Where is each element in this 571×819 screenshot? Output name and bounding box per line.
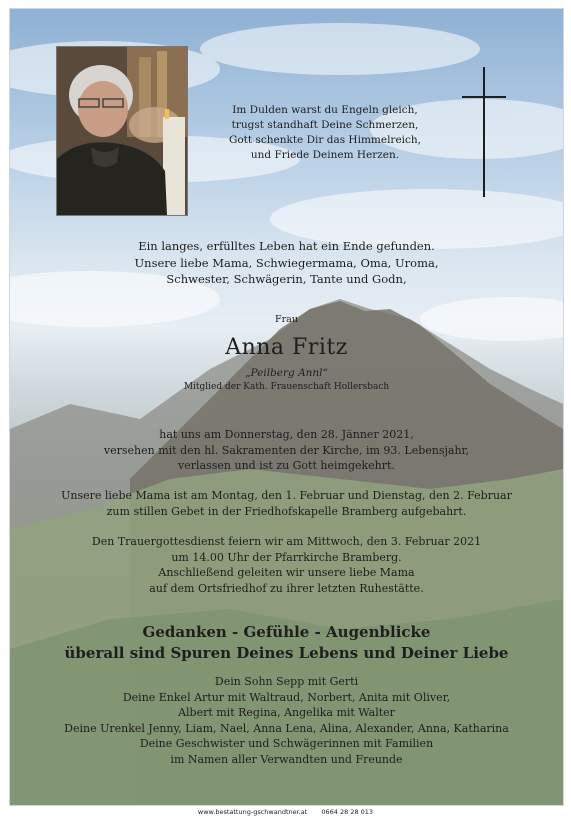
footer-website[interactable]: www.bestattung-gschwandtner.at (197, 808, 308, 816)
verse (210, 103, 440, 163)
service-notice-line: auf dem Ortsfriedhof zu ihrer letzten Ruhestätte. (149, 581, 424, 595)
obituary-card (9, 8, 564, 806)
prayer-notice-line: zum stillen Gebet in der Friedhofskapelle Bramberg aufgebahrt. (106, 504, 467, 518)
service-notice-line: um 14.00 Uhr der Pfarrkirche Bramberg. (171, 550, 402, 564)
death-notice-line: hat uns am Donnerstag, den 28. Jänner 2021, (159, 428, 414, 441)
intro-text (10, 238, 563, 288)
mourner-line: Dein Sohn Sepp mit Gerti (214, 675, 359, 688)
headline-line: Gedanken - Gefühle - Augenblicke (142, 623, 431, 641)
deceased-membership: Mitglied der Kath. Frauenschaft Hollersbach (183, 382, 390, 392)
deceased-nickname: „Peilberg Annl“ (245, 367, 328, 379)
mourner-line: Albert mit Regina, Angelika mit Walter (178, 706, 395, 719)
verse-line: Im Dulden warst du Engeln gleich, (232, 104, 418, 116)
service-notice-line: Anschließend geleiten wir unsere liebe Mama (158, 566, 415, 579)
portrait-image (57, 47, 187, 215)
headline-line: überall sind Spuren Deines Lebens und Deiner Liebe (64, 644, 509, 662)
death-notice (10, 427, 563, 474)
service-notice-line: Den Trauergottesdienst feiern wir am Mittwoch, den 3. Februar 2021 (91, 535, 482, 548)
prayer-notice (10, 488, 563, 519)
footer (0, 808, 571, 816)
mourners-list (10, 674, 563, 767)
intro-line: Schwester, Schwägerin, Tante und Godn, (166, 272, 407, 286)
salutation: Frau (275, 314, 298, 325)
mourner-line: Deine Geschwister und Schwägerinnen mit Familien (139, 737, 434, 750)
memorial-headline (10, 622, 563, 664)
intro-line: Unsere liebe Mama, Schwiegermama, Oma, Uroma, (134, 255, 439, 270)
mourner-line: im Namen aller Verwandten und Freunde (170, 752, 403, 766)
intro-line: Ein langes, erfülltes Leben hat ein Ende gefunden. (138, 239, 435, 253)
verse-line: trugst standhaft Deine Schmerzen, (231, 119, 419, 131)
death-notice-line: verlassen und ist zu Gott heimgekehrt. (178, 459, 395, 472)
death-notice-line: versehen mit den hl. Sakramenten der Kirche, im 93. Lebensjahr, (103, 443, 470, 457)
deceased-name: Anna Fritz (225, 335, 348, 360)
prayer-notice-line: Unsere liebe Mama ist am Montag, den 1. Februar und Dienstag, den 2. Februar (61, 489, 512, 502)
verse-line: und Friede Deinem Herzen. (250, 149, 400, 161)
cross-icon (462, 67, 506, 197)
mourner-line: Deine Urenkel Jenny, Liam, Nael, Anna Lena, Alina, Alexander, Anna, Katharina (64, 721, 509, 735)
verse-line: Gott schenkte Dir das Himmelreich, (228, 134, 422, 146)
service-notice (10, 534, 563, 596)
mourner-line: Deine Enkel Artur mit Waltraud, Norbert, Anita mit Oliver, (122, 690, 451, 704)
portrait-photo (56, 46, 188, 216)
footer-phone: 0664 28 28 013 (321, 808, 374, 816)
